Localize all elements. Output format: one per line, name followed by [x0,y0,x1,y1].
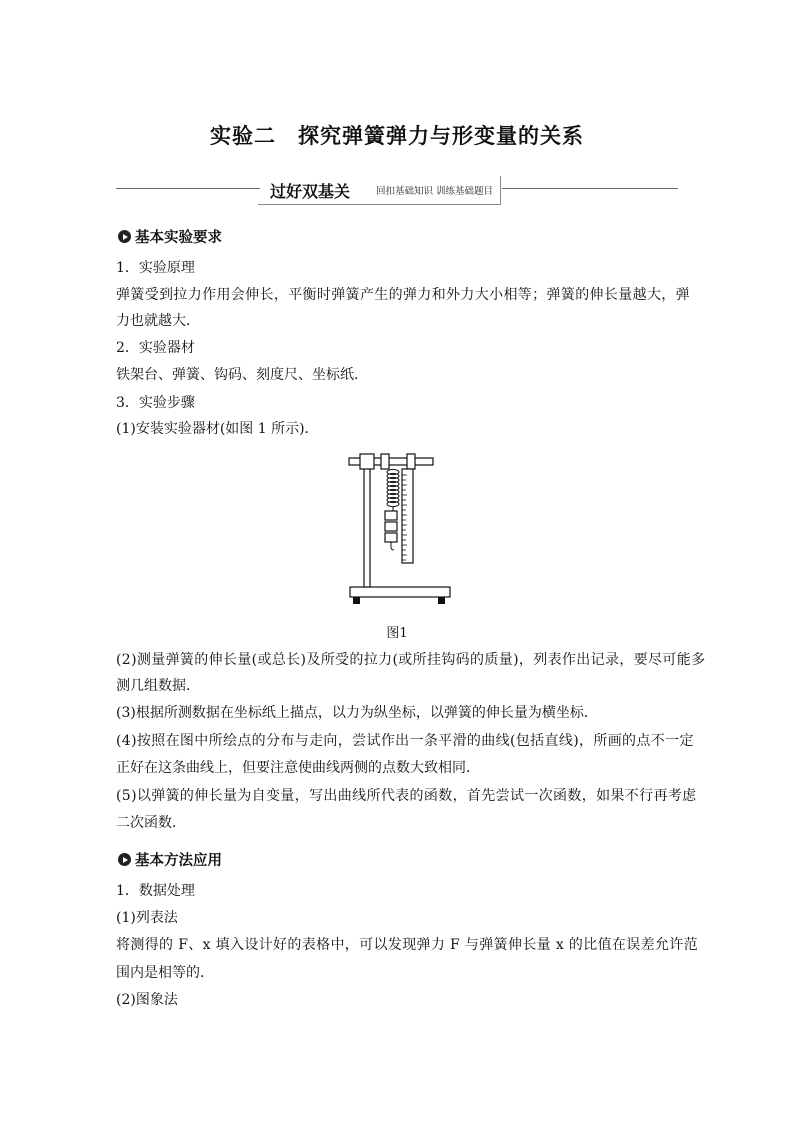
banner-rule-right [502,188,678,189]
apparatus-figure [345,450,455,610]
spring-hook-block [381,454,389,469]
paragraph-line: 正好在这条曲线上，但要注意使曲线两侧的点数大致相同． [116,760,480,776]
stand-foot-left [353,597,360,604]
paragraph-line: 测几组数据． [116,678,200,694]
stand-base [350,587,450,597]
paragraph-line: 力也就越大． [116,313,200,329]
paragraph-line: (4)按照在图中所绘点的分布与走向，尝试作出一条平滑的曲线(包括直线)，所画的点不一定 [116,733,694,749]
paragraph-line: (2)测量弹簧的伸长量(或总长)及所受的拉力(或所挂钩码的质量)，列表作出记录，要尽可能多 [116,652,706,668]
paragraph-line: (1)列表法 [116,910,178,926]
banner-rule-left [116,188,260,189]
ruler [402,469,413,563]
figure-caption: 图1 [386,626,408,641]
spring [387,469,399,506]
heading-equipment: 2．实验器材 [116,340,195,356]
weight-3 [385,533,397,542]
title-part1: 实验二 [210,124,276,148]
paragraph-line: 弹簧受到拉力作用会伸长，平衡时弹簧产生的弹力和外力大小相等；弹簧的伸长量越大，弹 [116,287,690,303]
title-part2: 探究弹簧弹力与形变量的关系 [298,124,584,148]
heading-data-processing: 1．数据处理 [116,883,195,899]
paragraph-line: 二次函数． [116,815,186,831]
heading-principle: 1．实验原理 [116,260,195,276]
weight-1 [385,511,397,520]
heading-steps: 3．实验步骤 [116,395,195,411]
clamp [360,454,374,469]
play-circle-icon [118,230,131,243]
banner-label: 过好双基关 [270,182,351,201]
section-heading-requirements [118,226,222,247]
page-title [0,120,794,150]
paragraph-line: 围内是相等的． [116,965,214,981]
stand-rod [364,460,370,587]
paragraph-line: (1)安装实验器材(如图 1 所示)． [116,421,319,437]
paragraph-line: 将测得的 F、x 填入设计好的表格中，可以发现弹力 F 与弹簧伸长量 x 的比值在误差允许范 [116,937,699,953]
section-heading-methods [118,849,222,870]
section-heading-text: 基本实验要求 [135,230,222,246]
paragraph-line: (5)以弹簧的伸长量为自变量，写出曲线所代表的函数，首先尝试一次函数，如果不行再考虑 [116,788,697,804]
weight-2 [385,522,397,531]
ruler-holder [407,454,415,469]
paragraph-line: (2)图象法 [116,992,178,1008]
stand-foot-right [438,597,445,604]
play-circle-icon [118,853,131,866]
paragraph-line: 铁架台、弹簧、钩码、刻度尺、坐标纸． [116,367,368,383]
paragraph-line: (3)根据所测数据在坐标纸上描点，以力为纵坐标，以弹簧的伸长量为横坐标． [116,705,598,721]
section-heading-text: 基本方法应用 [135,853,222,869]
banner-subtitle: 回扣基础知识 训练基础题目 [376,186,494,197]
section-banner [258,176,502,206]
weight-bottom-hook [391,542,394,550]
